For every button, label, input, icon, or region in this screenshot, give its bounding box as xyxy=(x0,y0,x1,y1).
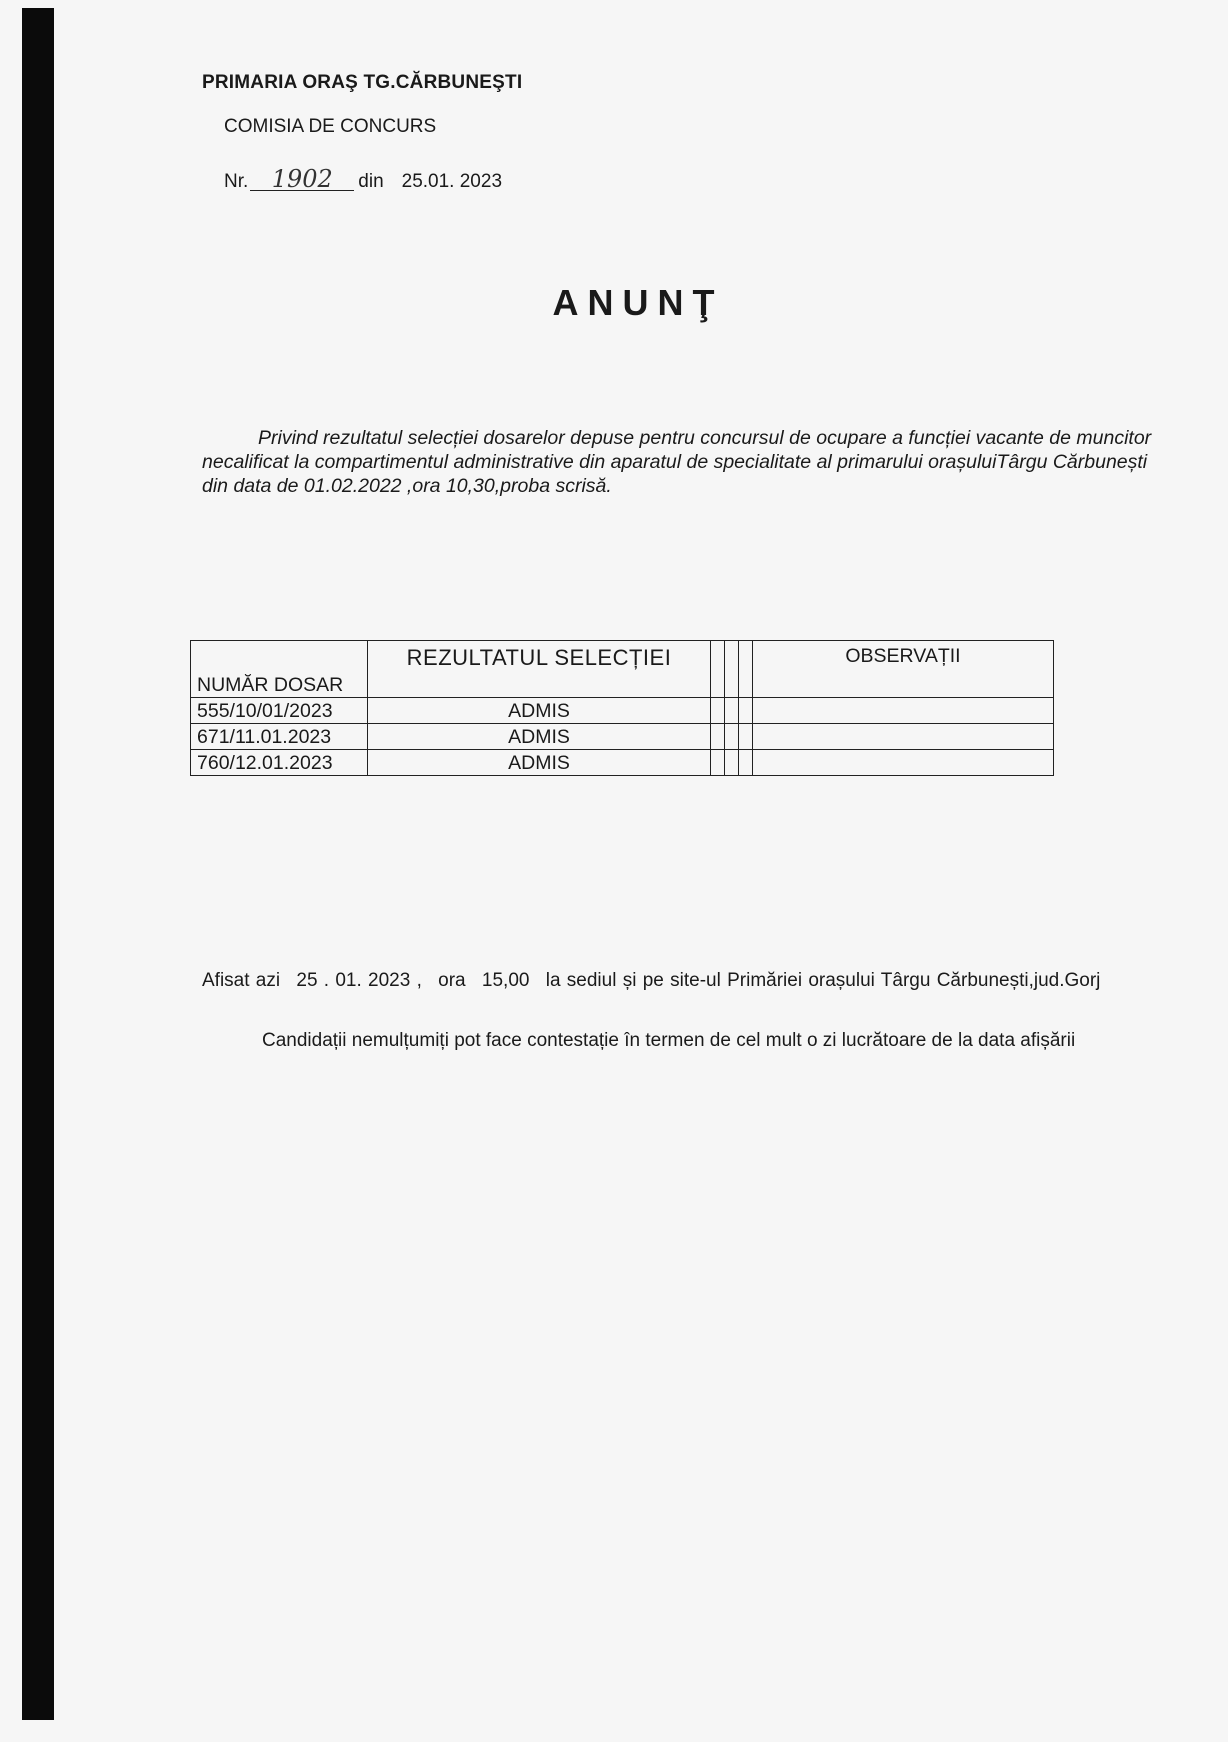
spacer-cell xyxy=(711,641,725,698)
ora-label: ora xyxy=(438,970,466,991)
spacer-cell xyxy=(739,750,753,776)
nr-value-handwritten: 1902 xyxy=(250,168,354,191)
cell-numar-dosar: 555/10/01/2023 xyxy=(191,698,368,724)
cell-observatii xyxy=(753,724,1054,750)
table-row xyxy=(191,724,1054,750)
afisat-date: 25 . 01. 2023 , xyxy=(296,970,422,991)
results-table xyxy=(190,640,1054,776)
cell-observatii xyxy=(753,750,1054,776)
ora-value: 15,00 xyxy=(481,970,530,991)
commission-name: COMISIA DE CONCURS xyxy=(224,116,437,137)
spacer-cell xyxy=(711,750,725,776)
spacer-cell xyxy=(725,641,739,698)
table-header-row xyxy=(191,641,1054,698)
spacer-cell xyxy=(739,698,753,724)
nr-label: Nr. xyxy=(224,171,249,192)
institution-name: PRIMARIA ORAŞ TG.CĂRBUNEŞTI xyxy=(202,72,523,93)
registration-line xyxy=(224,165,503,193)
intro-paragraph: Privind rezultatul selecției dosarelor depuse pentru concursul de ocupare a funcției vacante de muncitor necalificat la compartimentul administrative din aparatul de specialitate al primarului orașuluiTârgu Cărbunești din data de 01.02.2022 ,ora 10,30,proba scrisă. xyxy=(202,427,1152,497)
posting-notice xyxy=(202,970,1110,992)
table-row xyxy=(191,698,1054,724)
spacer-cell xyxy=(739,724,753,750)
document-date: 25.01. 2023 xyxy=(401,171,503,192)
cell-rezultat: ADMIS xyxy=(368,724,711,750)
afisat-location: la sediul și pe site-ul Primăriei orașului Târgu Cărbunești,jud.Gorj xyxy=(545,970,1101,991)
spacer-cell xyxy=(711,698,725,724)
cell-rezultat: ADMIS xyxy=(368,698,711,724)
cell-numar-dosar: 671/11.01.2023 xyxy=(191,724,368,750)
header-numar-dosar: NUMĂR DOSAR xyxy=(191,641,368,698)
cell-observatii xyxy=(753,698,1054,724)
header-rezultatul-selectiei: REZULTATUL SELECȚIEI xyxy=(368,641,711,698)
spacer-cell xyxy=(725,698,739,724)
spacer-cell xyxy=(725,724,739,750)
cell-numar-dosar: 760/12.01.2023 xyxy=(191,750,368,776)
din-label: din xyxy=(358,171,384,192)
spacer-cell xyxy=(725,750,739,776)
cell-rezultat: ADMIS xyxy=(368,750,711,776)
spacer-cell xyxy=(739,641,753,698)
table-row xyxy=(191,750,1054,776)
spacer-cell xyxy=(711,724,725,750)
afisat-label: Afisat azi xyxy=(202,970,281,991)
page-title: ANUNŢ xyxy=(552,282,724,323)
contest-notice: Candidații nemulțumiți pot face contestație în termen de cel mult o zi lucrătoare de la data afișării xyxy=(262,1030,1076,1051)
header-observatii: OBSERVAȚII xyxy=(753,641,1054,698)
